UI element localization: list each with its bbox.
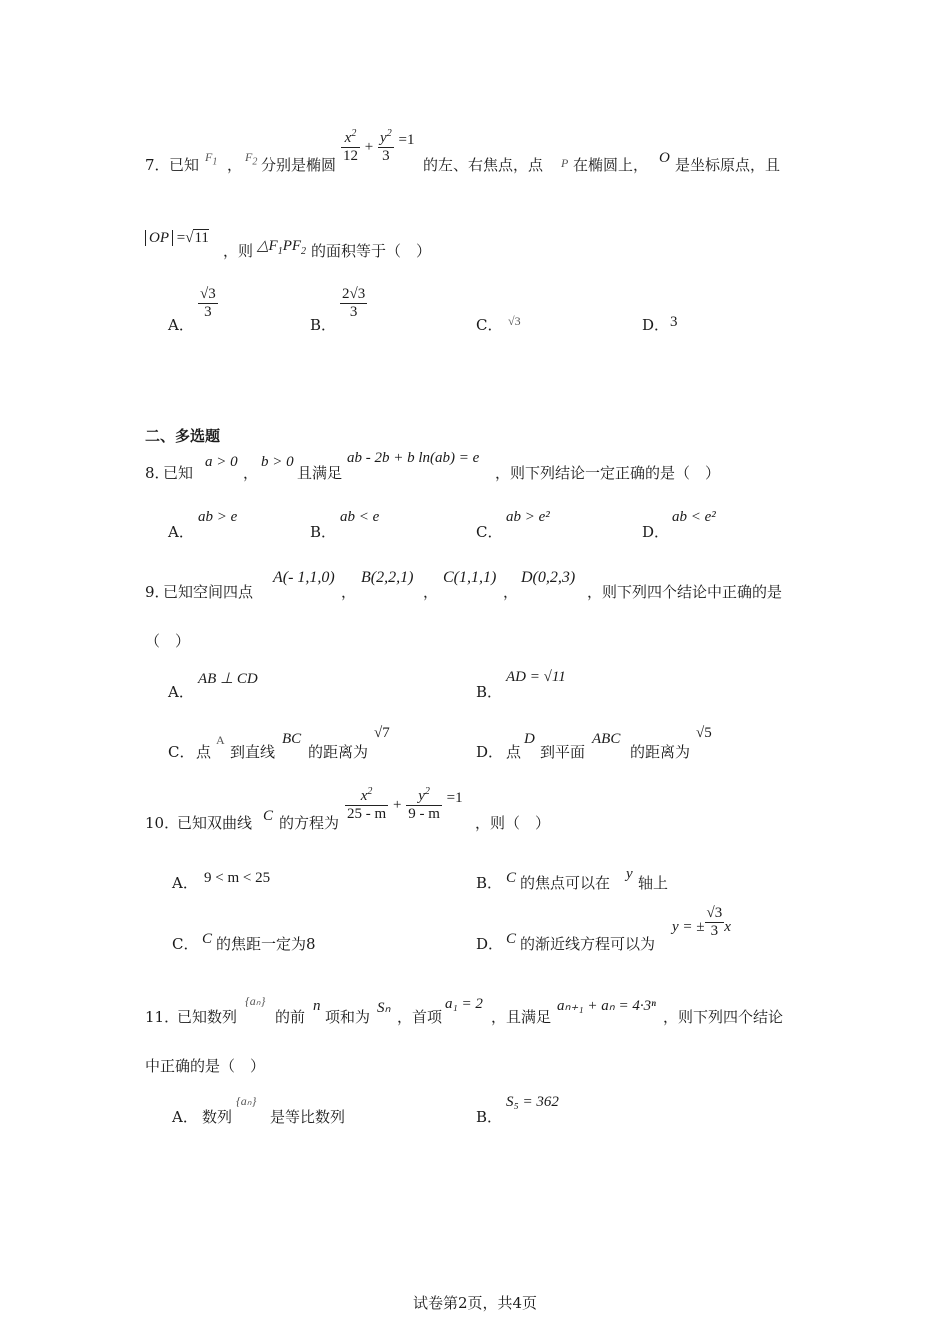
q9-text-1: 已知空间四点: [163, 583, 254, 601]
q10-line: [145, 786, 845, 842]
q9-point-b: B(2,2,1): [361, 569, 414, 586]
q11-line1: [145, 990, 845, 1026]
q11-option-b-label: B．: [476, 1108, 503, 1126]
q7-text-4: 在椭圆上，: [573, 156, 649, 174]
q7-O: O: [659, 150, 670, 166]
q11-text-1: 已知数列: [177, 1008, 238, 1026]
q11-Sn: Sₙ: [377, 1000, 391, 1016]
q10-option-b-text-1: 的焦点可以在: [520, 874, 611, 892]
q10-option-b-label: B．: [476, 874, 503, 892]
q10-text-3: ，则（ ）: [475, 814, 551, 832]
section-title: 二、多选题: [145, 427, 221, 445]
q7-F1: $F_1$: [205, 150, 218, 168]
q7-text-3: 的左、右焦点，点: [423, 156, 544, 174]
q10-option-a: 9 < m < 25: [204, 870, 271, 886]
q7-option-d-label: D．: [642, 316, 670, 334]
q9-option-c-text-3: 的距离为: [308, 743, 369, 761]
q11-option-a-seq: {aₙ}: [236, 1094, 257, 1108]
q10-option-d-C: C: [506, 931, 517, 947]
q8-comma: ，: [243, 464, 259, 482]
q9-option-d-label: D．: [476, 743, 504, 761]
q9-option-d-plane: ABC: [592, 731, 621, 747]
q9-option-b-label: B．: [476, 683, 503, 701]
q9-text-2: ，则下列四个结论中正确的是: [587, 583, 783, 601]
q7-option-a: $\frac{√3}{3}$: [200, 286, 216, 321]
q10-text-1: 已知双曲线: [177, 814, 253, 832]
q9-comma-2: ，: [423, 583, 439, 601]
q9-line1: [145, 565, 845, 601]
q11-text-3: 项和为: [325, 1008, 371, 1026]
q11-option-b: S₅ = 362: [506, 1094, 559, 1110]
q9-option-d-point: D: [524, 731, 535, 747]
q10-option-b-text-2: 轴上: [638, 874, 669, 892]
q11-n: n: [313, 998, 321, 1014]
q9-option-a: AB ⊥ CD: [198, 671, 258, 687]
q10-option-d-text: 的渐近线方程可以为: [520, 935, 656, 953]
q9-point-d: D(0,2,3): [521, 569, 576, 586]
q7-text-7: 的面积等于（ ）: [311, 242, 432, 260]
q11-number: 11．: [145, 1008, 180, 1026]
q9-option-b: AD = √11: [506, 669, 566, 685]
q9-option-c-point: A: [216, 733, 225, 747]
q8-option-c: ab > e²: [506, 509, 550, 525]
q10-hyperbola-eq: $\frac{x^2}{25 - m}$ + $\frac{y^2}{9 - m}$ =1: [347, 786, 463, 823]
q11-text-4: ，首项: [397, 1008, 443, 1026]
q9-option-d-text-1: 点: [506, 743, 522, 761]
q7-comma: ，: [227, 156, 243, 174]
q10-option-a-label: A．: [172, 874, 198, 892]
q7-P: P: [561, 156, 569, 170]
q9-option-a-label: A．: [168, 683, 194, 701]
q10-C: C: [263, 808, 274, 824]
q8-option-d: ab < e²: [672, 509, 716, 525]
q11-text-5: ，且满足: [491, 1008, 552, 1026]
q11-text-7: 中正确的是（ ）: [145, 1057, 266, 1075]
q8-text-1: 已知: [163, 464, 194, 482]
q8-option-b-label: B．: [310, 523, 337, 541]
q8-text-3: ，则下列结论一定正确的是（ ）: [495, 464, 721, 482]
q10-option-b-y: y: [626, 866, 633, 882]
q10-option-c-C: C: [202, 931, 213, 947]
q10-text-2: 的方程为: [279, 814, 340, 832]
q10-option-c-label: C．: [172, 935, 199, 953]
q8-option-a: ab > e: [198, 509, 238, 525]
q9-option-c-value: √7: [374, 725, 390, 741]
q10-options-row1: [172, 866, 872, 896]
q9-options-row2: [168, 725, 868, 761]
q10-option-d-label: D．: [476, 935, 504, 953]
q9-point-c: C(1,1,1): [443, 569, 497, 586]
q7-text-1: 已知: [169, 156, 200, 174]
q9-option-c-label: C．: [168, 743, 195, 761]
q9-comma-3: ，: [503, 583, 519, 601]
q8-cond-a: a > 0: [205, 454, 238, 470]
q9-options-row1: [168, 665, 868, 701]
q9-text-3: （ ）: [145, 632, 191, 650]
q7-option-c: √3: [508, 314, 521, 328]
q10-option-b-C: C: [506, 870, 517, 886]
q8-equation: ab - 2b + b ln(ab) = e: [347, 450, 480, 466]
q7-option-b-label: B．: [310, 316, 337, 334]
q10-number: 10．: [145, 814, 180, 832]
q9-option-c-text-1: 点: [196, 743, 212, 761]
q9-point-a: A(- 1,1,0): [273, 569, 335, 586]
q8-number: 8．: [145, 464, 170, 482]
q7-option-b: $\frac{2√3}{3}$: [342, 286, 366, 321]
q11-option-a-text-2: 是等比数列: [270, 1108, 346, 1126]
q11-text-6: ，则下列四个结论: [663, 1008, 784, 1026]
q11-option-a-label: A．: [172, 1108, 198, 1126]
q10-option-c-text: 的焦距一定为8: [216, 935, 316, 953]
q11-seq: {aₙ}: [245, 994, 266, 1008]
q10-options-row2: [172, 905, 872, 955]
q7-number: 7．: [145, 156, 170, 174]
q8-options: [168, 505, 868, 541]
q8-line: [145, 450, 845, 486]
q7-text-2: 分别是椭圆: [261, 156, 337, 174]
q9-number: 9．: [145, 583, 170, 601]
q9-option-d-value: √5: [696, 725, 712, 741]
q7-text-5: 是坐标原点，且: [675, 156, 781, 174]
q9-comma-1: ，: [341, 583, 357, 601]
q11-a1: a₁ = 2: [445, 996, 483, 1012]
q8-text-2: 且满足: [297, 464, 343, 482]
q8-option-c-label: C．: [476, 523, 503, 541]
q7-op-eq: OP =√11: [145, 230, 209, 247]
q11-options: [172, 1090, 872, 1126]
q11-text-2: 的前: [275, 1008, 306, 1026]
q7-option-c-label: C．: [476, 316, 503, 334]
q9-option-c-line: BC: [282, 731, 302, 747]
q7-ellipse-eq: $\frac{x^2}{12}$ + $\frac{y^2}{3}$ =1: [343, 128, 415, 165]
q9-option-d-text-3: 的距离为: [630, 743, 691, 761]
q8-option-a-label: A．: [168, 523, 194, 541]
q7-option-d: 3: [670, 314, 678, 330]
q7-triangle: $\triangle F_1PF_2$: [257, 238, 307, 257]
q7-option-a-label: A．: [168, 316, 194, 334]
q9-option-d-text-2: 到平面: [540, 743, 586, 761]
q7-F2: $F_2$: [245, 150, 258, 168]
q8-option-d-label: D．: [642, 523, 670, 541]
q8-option-b: ab < e: [340, 509, 380, 525]
q11-option-a-text-1: 数列: [202, 1108, 233, 1126]
q7-text-6: ，则: [223, 242, 254, 260]
q7-options: [168, 286, 868, 336]
page-footer: 试卷第2页，共4页: [412, 1294, 538, 1312]
q9-option-c-text-2: 到直线: [230, 743, 276, 761]
q11-recurrence: aₙ₊₁ + aₙ = 4·3ⁿ: [557, 998, 656, 1014]
q10-option-d-eq: y = ± $\frac{√3}{3}$ x: [672, 905, 731, 940]
q8-cond-b: b > 0: [261, 454, 294, 470]
